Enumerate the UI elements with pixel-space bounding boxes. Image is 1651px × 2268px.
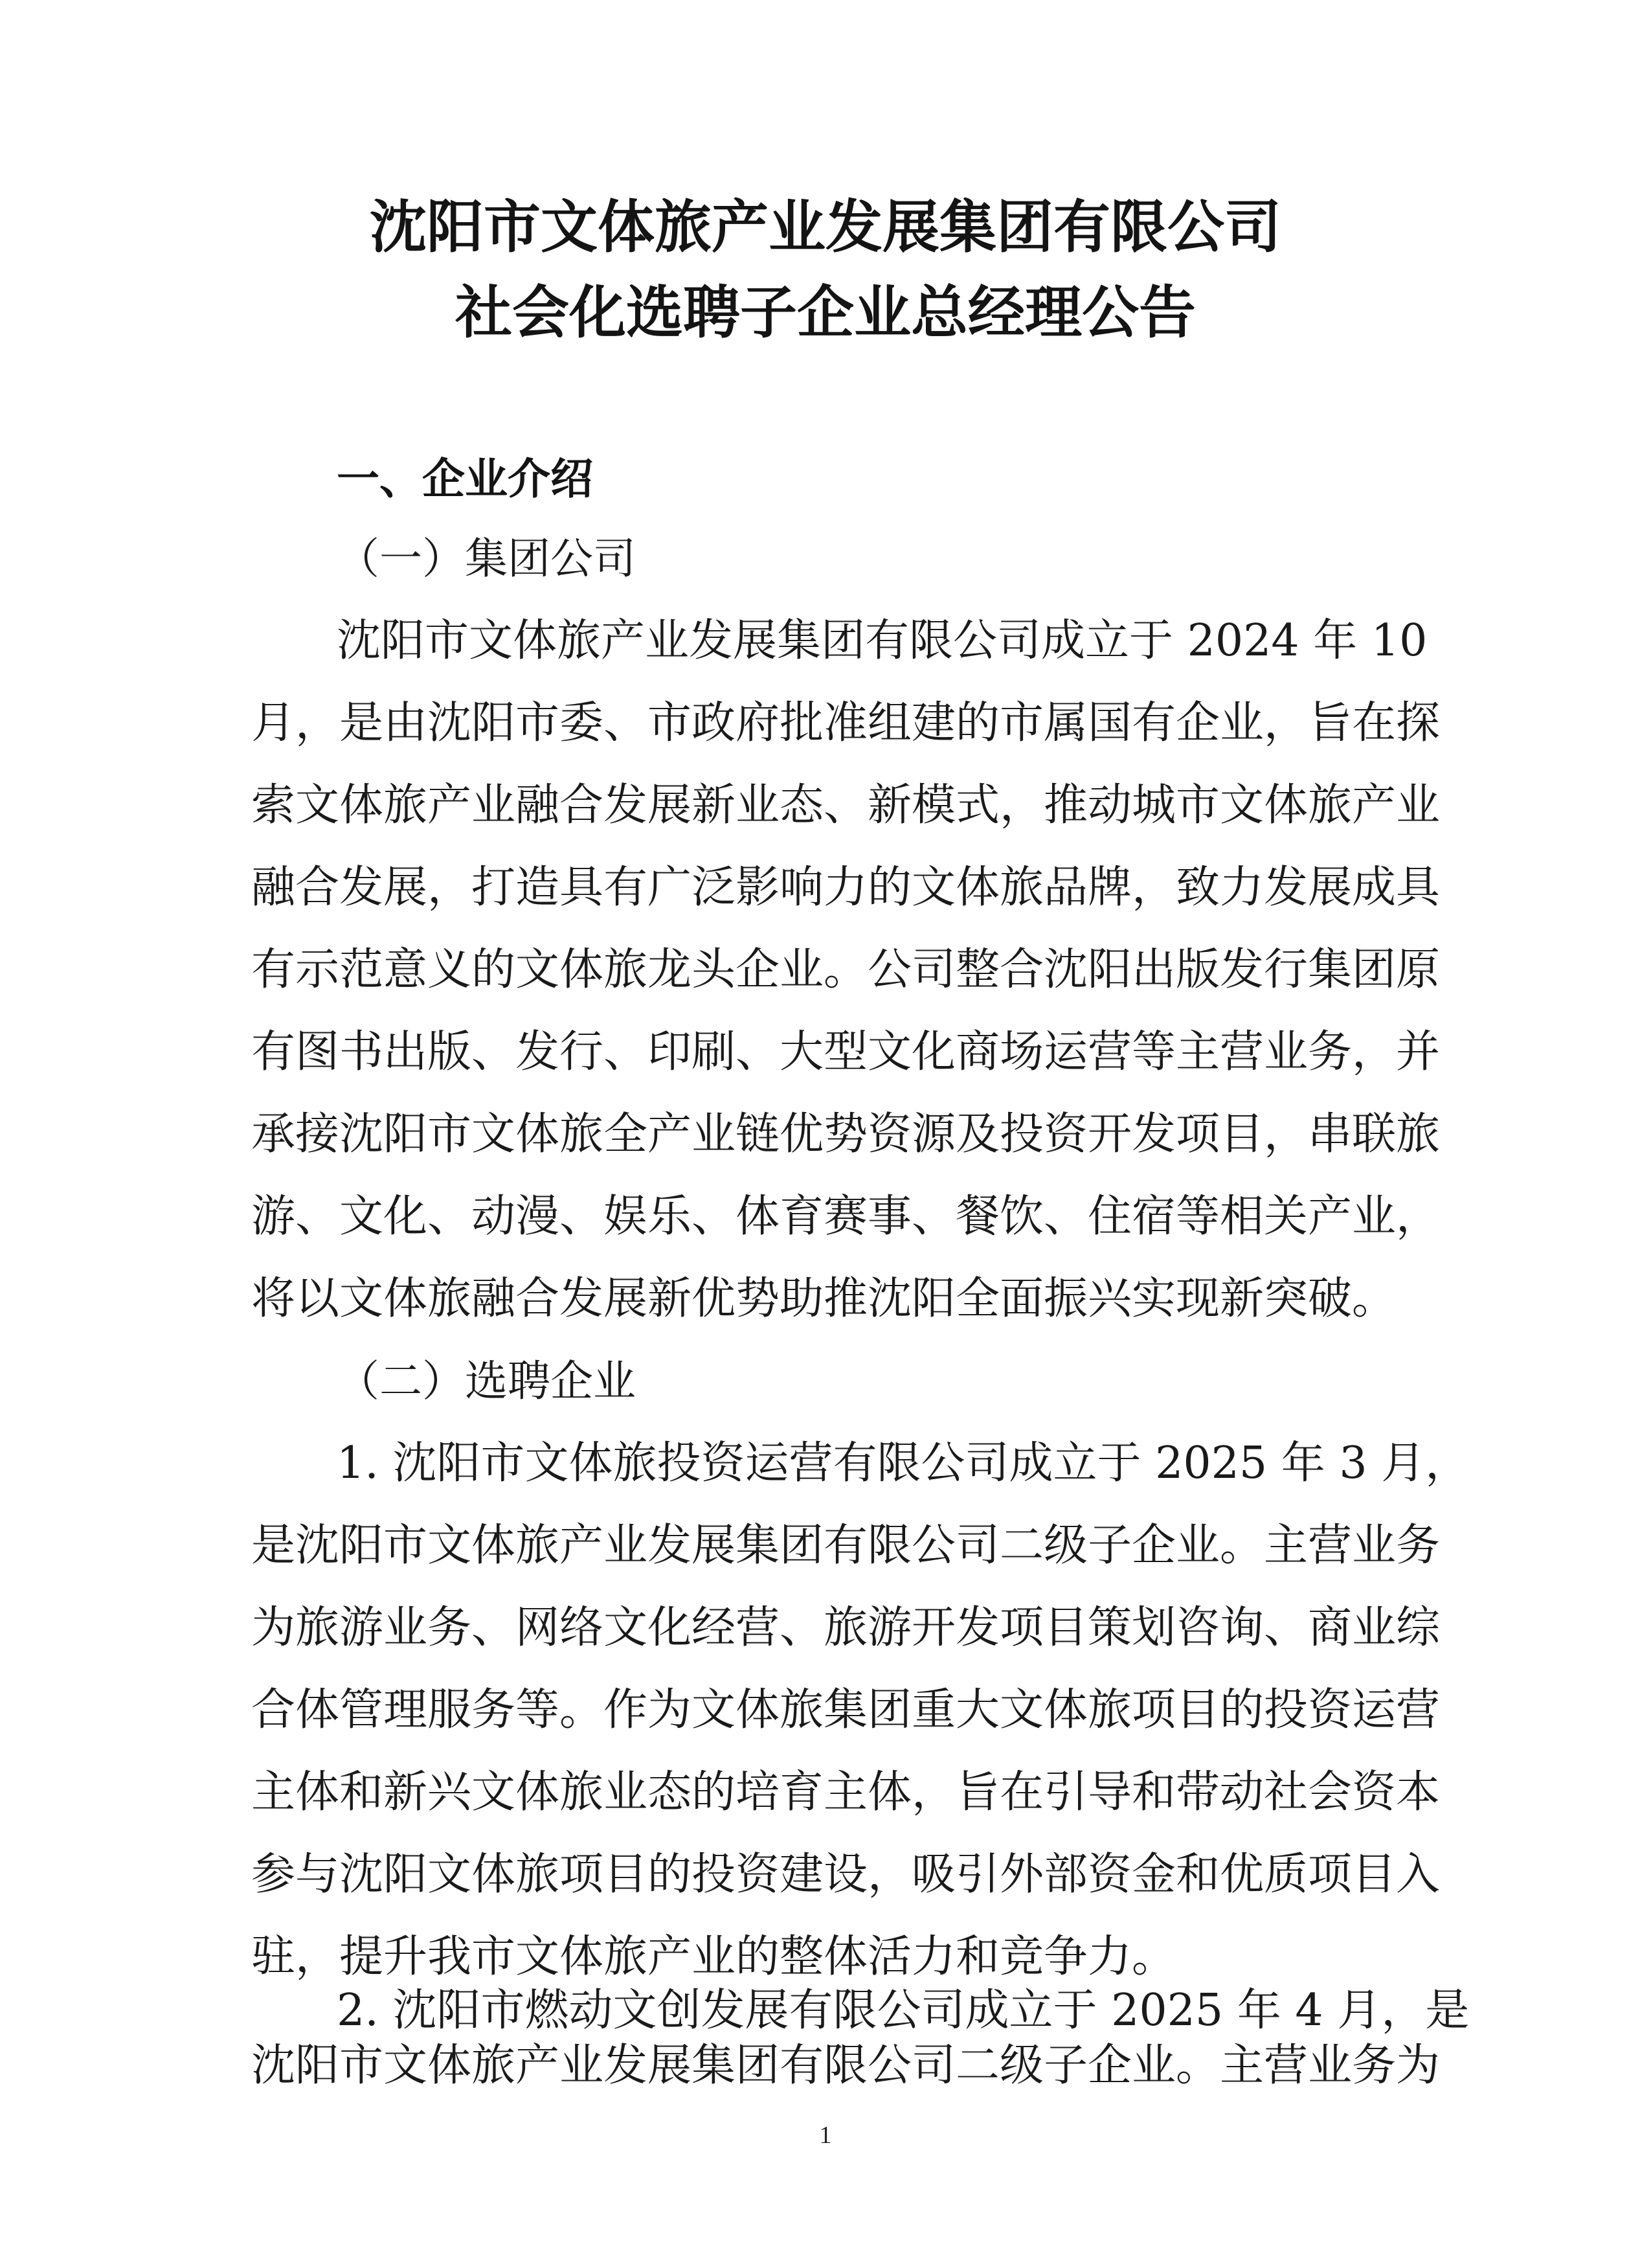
document-title-line-2: 社会化选聘子企业总经理公告 (455, 278, 1196, 346)
paragraph-line: 主体和新兴文体旅业态的培育主体，旨在引导和带动社会资本 (251, 1767, 1441, 1818)
paragraph-line: 承接沈阳市文体旅全产业链优势资源及投资开发项目，串联旅 (251, 1109, 1441, 1160)
paragraph-line: 有图书出版、发行、印刷、大型文化商场运营等主营业务，并 (251, 1026, 1441, 1078)
paragraph-line: 有示范意义的文体旅龙头企业。公司整合沈阳出版发行集团原 (251, 944, 1441, 995)
paragraph-line: 驻，提升我市文体旅产业的整体活力和竞争力。 (251, 1931, 1176, 1982)
paragraph-line: 为旅游业务、网络文化经营、旅游开发项目策划咨询、商业综 (251, 1602, 1441, 1653)
paragraph-line: 沈阳市文体旅产业发展集团有限公司成立于 2024 年 10 (337, 615, 1428, 666)
subsection-heading-selected-companies: （二）选聘企业 (337, 1356, 636, 1406)
paragraph-line: 月，是由沈阳市委、市政府批准组建的市属国有企业，旨在探 (251, 697, 1441, 749)
paragraph-line: 融合发展，打造具有广泛影响力的文体旅品牌，致力发展成具 (251, 862, 1441, 913)
paragraph-line: 沈阳市文体旅产业发展集团有限公司二级子企业。主营业务为 (251, 2040, 1441, 2091)
paragraph-line: 2. 沈阳市燃动文创发展有限公司成立于 2025 年 4 月，是 (337, 1985, 1470, 2036)
paragraph-line: 将以文体旅融合发展新优势助推沈阳全面振兴实现新突破。 (251, 1273, 1397, 1324)
section-heading-company-intro: 一、企业介绍 (337, 454, 593, 504)
paragraph-line: 参与沈阳文体旅项目的投资建设，吸引外部资金和优质项目入 (251, 1849, 1441, 1900)
paragraph-line: 合体管理服务等。作为文体旅集团重大文体旅项目的投资运营 (251, 1684, 1441, 1736)
paragraph-line: 1. 沈阳市文体旅投资运营有限公司成立于 2025 年 3 月， (337, 1438, 1470, 1489)
paragraph-line: 是沈阳市文体旅产业发展集团有限公司二级子企业。主营业务 (251, 1520, 1441, 1571)
subsection-heading-group-company: （一）集团公司 (337, 534, 636, 584)
paragraph-line: 索文体旅产业融合发展新业态、新模式，推动城市文体旅产业 (251, 780, 1441, 831)
paragraph-line: 游、文化、动漫、娱乐、体育赛事、餐饮、住宿等相关产业， (251, 1191, 1441, 1242)
page-number: 1 (819, 2122, 832, 2149)
document-title-line-1: 沈阳市文体旅产业发展集团有限公司 (369, 193, 1281, 260)
